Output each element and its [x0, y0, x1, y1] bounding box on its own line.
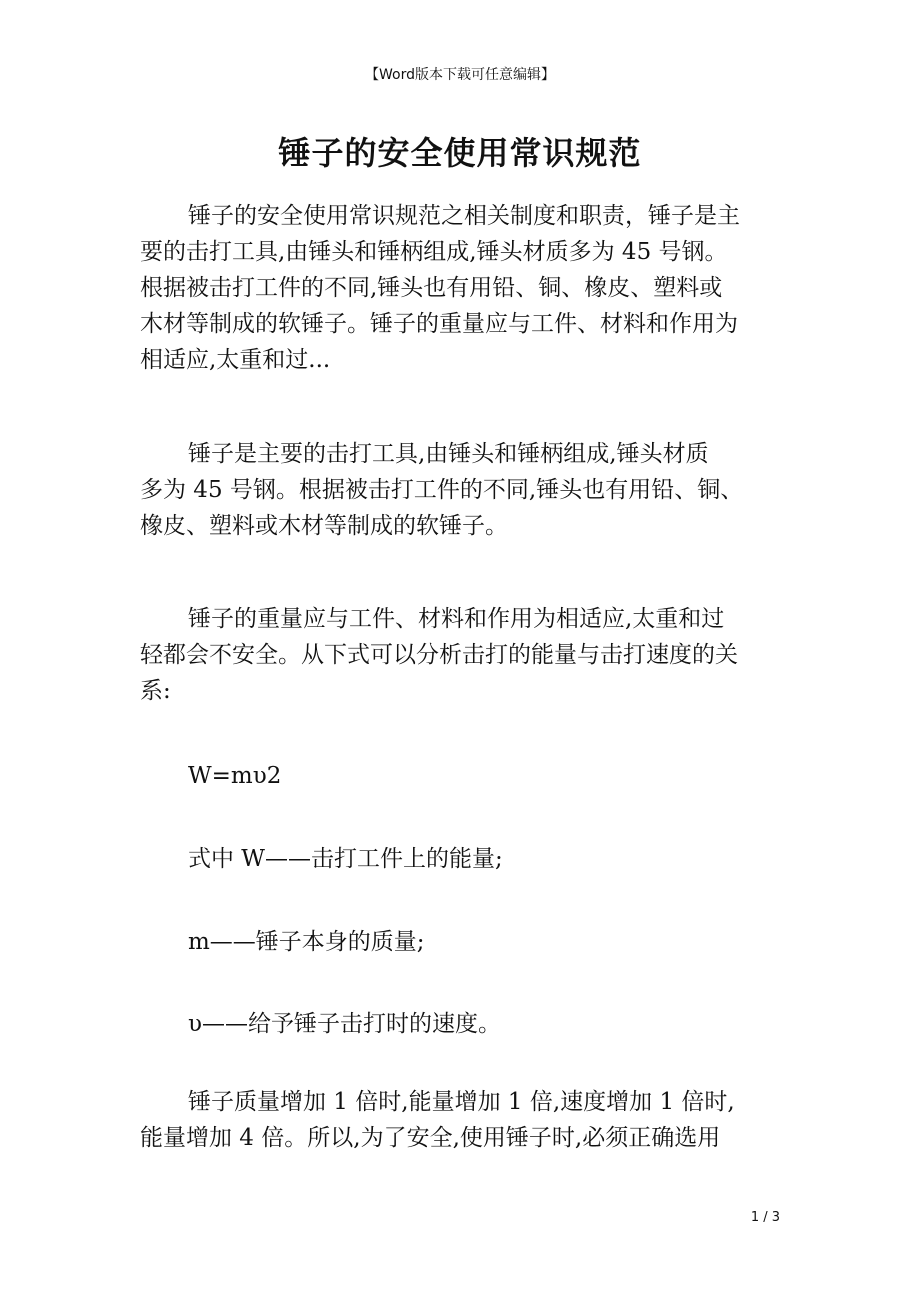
paragraph-line: 木材等制成的软锤子。锤子的重量应与工件、材料和作用为: [140, 311, 738, 337]
paragraph-line: 轻都会不安全。从下式可以分析击打的能量与击打速度的关: [140, 642, 738, 668]
paragraph-line: 锤子的安全使用常识规范之相关制度和职责，锤子是主: [188, 203, 740, 229]
formula-text: W=mυ2: [188, 763, 282, 789]
paragraph-line: 能量增加 4 倍。所以,为了安全,使用锤子时,必须正确选用: [140, 1125, 721, 1151]
paragraph-line: 根据被击打工件的不同,锤头也有用铅、铜、橡皮、塑料或: [140, 275, 723, 301]
definition-mass: [140, 924, 800, 960]
formula: [140, 758, 800, 794]
definition-text: 式中 W——击打工件上的能量;: [188, 846, 503, 872]
definition-text: m——锤子本身的质量;: [188, 929, 425, 955]
paragraph-line: 橡皮、塑料或木材等制成的软锤子。: [140, 513, 508, 539]
paragraph-line: 多为 45 号钢。根据被击打工件的不同,锤头也有用铅、铜、: [140, 477, 744, 503]
definition-velocity: [140, 1006, 800, 1042]
paragraph-line: 锤子是主要的击打工具,由锤头和锤柄组成,锤头材质: [188, 441, 709, 467]
paragraph-line: 系:: [140, 678, 171, 704]
document-title: 锤子的安全使用常识规范: [278, 134, 642, 172]
page-header: 【Word版本下载可任意编辑】: [365, 67, 555, 83]
paragraph-4: [140, 1084, 800, 1156]
paragraph-1: [140, 198, 800, 378]
definition-text: υ——给予锤子击打时的速度。: [188, 1011, 501, 1037]
paragraph-line: 相适应,太重和过...: [140, 347, 331, 373]
paragraph-2: [140, 436, 800, 544]
paragraph-line: 锤子的重量应与工件、材料和作用为相适应,太重和过: [188, 606, 725, 632]
definition-energy: [140, 841, 800, 877]
paragraph-line: 锤子质量增加 1 倍时,能量增加 1 倍,速度增加 1 倍时,: [188, 1089, 735, 1115]
page-number: 1 / 3: [750, 1210, 780, 1225]
paragraph-line: 要的击打工具,由锤头和锤柄组成,锤头材质多为 45 号钢。: [140, 239, 728, 265]
paragraph-3: [140, 601, 800, 709]
